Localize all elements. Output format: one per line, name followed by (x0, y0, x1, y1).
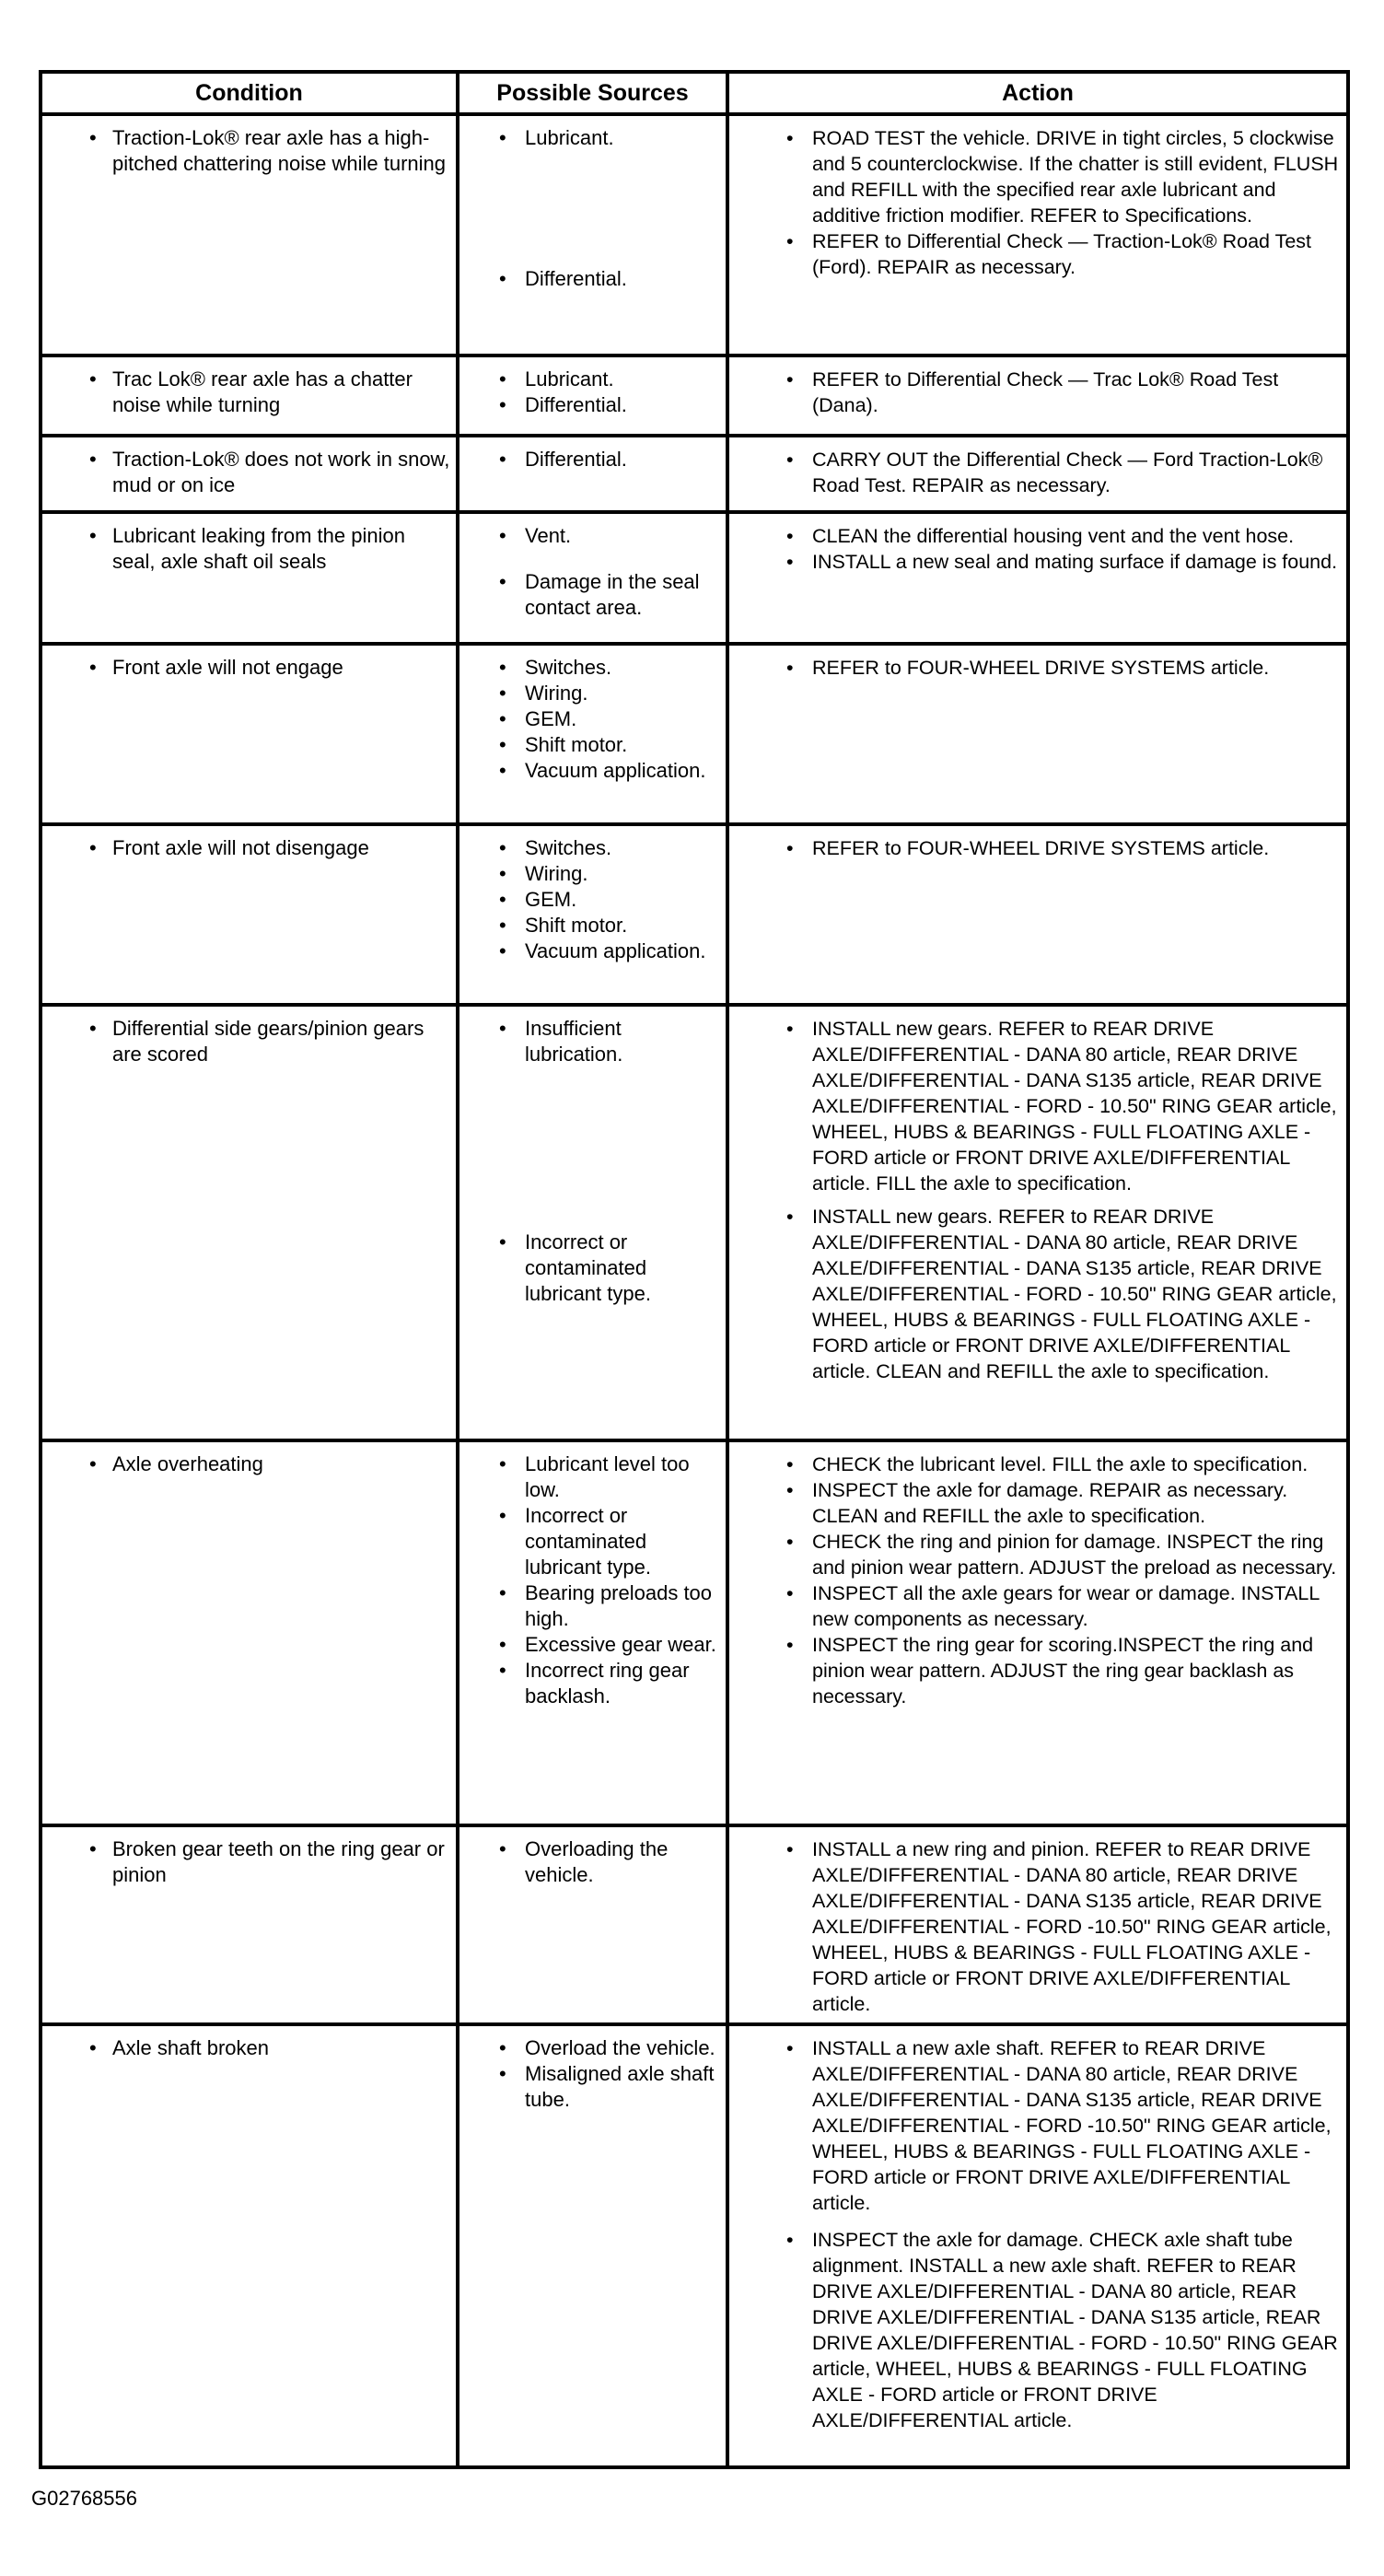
condition-text: • Trac Lok® rear axle has a chatter noise while turning (48, 367, 450, 418)
condition-text: • Axle overheating (48, 1451, 450, 1477)
table-row (41, 1825, 1348, 2024)
source-item: • Vacuum application. (465, 758, 720, 784)
header-action: Action (727, 72, 1348, 114)
header-possible-sources: Possible Sources (458, 72, 727, 114)
action-cell (727, 114, 1348, 356)
action-item: • CHECK the ring and pinion for damage. INSPECT the ring and pinion wear pattern. ADJUST the preload as necessary. (735, 1529, 1341, 1580)
action-item: • REFER to FOUR-WHEEL DRIVE SYSTEMS article. (735, 655, 1341, 681)
table-row (41, 512, 1348, 644)
source-item: • Overload the vehicle. (465, 2035, 720, 2061)
source-item: • Damage in the seal contact area. (465, 569, 720, 621)
source-item: • GEM. (465, 887, 720, 913)
condition-text: • Broken gear teeth on the ring gear or pinion (48, 1836, 450, 1888)
source-item: • Excessive gear wear. (465, 1632, 720, 1658)
action-item: • INSPECT the axle for damage. CHECK axle shaft tube alignment. INSTALL a new axle shaft. REFER to REAR DRIVE AXLE/DIFFERENTIAL - DANA 80 article, REAR DRIVE AXLE/DIFFERENTIAL - DANA S135 article, REAR DRIVE AXLE/DIFFERENTIAL - FORD - 10.50" RING GEAR article, WHEEL, HUBS & BEARINGS - FULL FLOATING AXLE - FORD article or FRONT DRIVE AXLE/DIFFERENTIAL article. (735, 2227, 1341, 2433)
condition-cell (41, 644, 458, 824)
condition-text: • Front axle will not engage (48, 655, 450, 681)
action-item: • CLEAN the differential housing vent and the vent hose. (735, 523, 1341, 549)
condition-text: • Axle shaft broken (48, 2035, 450, 2061)
sources-cell (458, 436, 727, 512)
source-item: • Differential. (465, 392, 720, 418)
action-item: • INSTALL a new ring and pinion. REFER to REAR DRIVE AXLE/DIFFERENTIAL - DANA 80 article, REAR DRIVE AXLE/DIFFERENTIAL - DANA S135 article, REAR DRIVE AXLE/DIFFERENTIAL - FORD -10.50" RING GEAR article, WHEEL, HUBS & BEARINGS - FULL FLOATING AXLE - FORD article or FRONT DRIVE AXLE/DIFFERENTIAL article. (735, 1836, 1341, 2017)
source-item: • Incorrect or contaminated lubricant type. (465, 1230, 720, 1307)
header-row (41, 72, 1348, 114)
table-row (41, 824, 1348, 1005)
action-cell (727, 824, 1348, 1005)
condition-cell (41, 824, 458, 1005)
condition-cell (41, 436, 458, 512)
source-item: • Switches. (465, 655, 720, 681)
source-item: • Vacuum application. (465, 938, 720, 964)
action-item: • INSPECT the axle for damage. REPAIR as necessary. CLEAN and REFILL the axle to specification. (735, 1477, 1341, 1529)
condition-text: • Differential side gears/pinion gears are scored (48, 1016, 450, 1067)
source-item: • Wiring. (465, 681, 720, 706)
action-item: • INSPECT all the axle gears for wear or damage. INSTALL new components as necessary. (735, 1580, 1341, 1632)
header-condition: Condition (41, 72, 458, 114)
condition-cell (41, 2024, 458, 2467)
action-cell (727, 644, 1348, 824)
source-item: • Wiring. (465, 861, 720, 887)
action-item: • INSTALL a new seal and mating surface if damage is found. (735, 549, 1341, 575)
table-body (41, 114, 1348, 2467)
diagnosis-table (39, 70, 1350, 2469)
sources-cell (458, 2024, 727, 2467)
sources-cell (458, 644, 727, 824)
source-item: • Incorrect or contaminated lubricant type. (465, 1503, 720, 1580)
source-item: • Shift motor. (465, 913, 720, 938)
action-item: • CHECK the lubricant level. FILL the axle to specification. (735, 1451, 1341, 1477)
table-row (41, 2024, 1348, 2467)
condition-text: • Lubricant leaking from the pinion seal, axle shaft oil seals (48, 523, 450, 575)
sources-cell (458, 512, 727, 644)
action-cell (727, 2024, 1348, 2467)
source-item: • GEM. (465, 706, 720, 732)
action-cell (727, 1440, 1348, 1825)
source-item: • Lubricant level too low. (465, 1451, 720, 1503)
action-item: • CARRY OUT the Differential Check — Ford Traction-Lok® Road Test. REPAIR as necessary. (735, 447, 1341, 498)
source-item: • Misaligned axle shaft tube. (465, 2061, 720, 2113)
table-row (41, 644, 1348, 824)
action-cell (727, 1825, 1348, 2024)
source-item: • Overloading the vehicle. (465, 1836, 720, 1888)
sources-cell (458, 824, 727, 1005)
source-item: • Differential. (465, 447, 720, 472)
table-row (41, 1440, 1348, 1825)
sources-cell (458, 356, 727, 436)
action-item: • ROAD TEST the vehicle. DRIVE in tight circles, 5 clockwise and 5 counterclockwise. If the chatter is still evident, FLUSH and REFILL with the specified rear axle lubricant and additive friction modifier. REFER to Specifications. (735, 125, 1341, 228)
action-item: • REFER to Differential Check — Traction-Lok® Road Test (Ford). REPAIR as necessary. (735, 228, 1341, 280)
source-item: • Shift motor. (465, 732, 720, 758)
action-item: • INSTALL a new axle shaft. REFER to REAR DRIVE AXLE/DIFFERENTIAL - DANA 80 article, REAR DRIVE AXLE/DIFFERENTIAL - DANA S135 article, REAR DRIVE AXLE/DIFFERENTIAL - FORD -10.50" RING GEAR article, WHEEL, HUBS & BEARINGS - FULL FLOATING AXLE - FORD article or FRONT DRIVE AXLE/DIFFERENTIAL article. (735, 2035, 1341, 2216)
condition-cell (41, 114, 458, 356)
table-row (41, 356, 1348, 436)
source-item: • Lubricant. (465, 125, 720, 151)
condition-cell (41, 1005, 458, 1440)
source-item: • Differential. (465, 266, 720, 292)
condition-cell (41, 512, 458, 644)
condition-cell (41, 1825, 458, 2024)
source-item: • Incorrect ring gear backlash. (465, 1658, 720, 1709)
table-row (41, 114, 1348, 356)
figure-id: G02768556 (31, 2487, 137, 2510)
condition-text: • Traction-Lok® does not work in snow, mud or on ice (48, 447, 450, 498)
table-row (41, 436, 1348, 512)
action-item: • INSTALL new gears. REFER to REAR DRIVE AXLE/DIFFERENTIAL - DANA 80 article, REAR DRIVE AXLE/DIFFERENTIAL - DANA S135 article, REAR DRIVE AXLE/DIFFERENTIAL - FORD - 10.50" RING GEAR article, WHEEL, HUBS & BEARINGS - FULL FLOATING AXLE - FORD article or FRONT DRIVE AXLE/DIFFERENTIAL article. FILL the axle to specification. (735, 1016, 1341, 1196)
source-item: • Lubricant. (465, 367, 720, 392)
source-item: • Insufficient lubrication. (465, 1016, 720, 1067)
source-item: • Vent. (465, 523, 720, 549)
source-item: • Switches. (465, 835, 720, 861)
action-item: • INSPECT the ring gear for scoring.INSPECT the ring and pinion wear pattern. ADJUST the ring gear backlash as necessary. (735, 1632, 1341, 1709)
sources-cell (458, 114, 727, 356)
action-item: • REFER to FOUR-WHEEL DRIVE SYSTEMS article. (735, 835, 1341, 861)
sources-cell (458, 1825, 727, 2024)
condition-cell (41, 1440, 458, 1825)
condition-text: • Front axle will not disengage (48, 835, 450, 861)
sources-cell (458, 1005, 727, 1440)
action-cell (727, 436, 1348, 512)
condition-text: • Traction-Lok® rear axle has a high-pitched chattering noise while turning (48, 125, 450, 177)
table-row (41, 1005, 1348, 1440)
action-cell (727, 356, 1348, 436)
action-cell (727, 512, 1348, 644)
action-item: • INSTALL new gears. REFER to REAR DRIVE AXLE/DIFFERENTIAL - DANA 80 article, REAR DRIVE AXLE/DIFFERENTIAL - DANA S135 article, REAR DRIVE AXLE/DIFFERENTIAL - FORD - 10.50" RING GEAR article, WHEEL, HUBS & BEARINGS - FULL FLOATING AXLE - FORD article or FRONT DRIVE AXLE/DIFFERENTIAL article. CLEAN and REFILL the axle to specification. (735, 1204, 1341, 1384)
source-item: • Bearing preloads too high. (465, 1580, 720, 1632)
condition-cell (41, 356, 458, 436)
action-item: • REFER to Differential Check — Trac Lok® Road Test (Dana). (735, 367, 1341, 418)
sources-cell (458, 1440, 727, 1825)
action-cell (727, 1005, 1348, 1440)
